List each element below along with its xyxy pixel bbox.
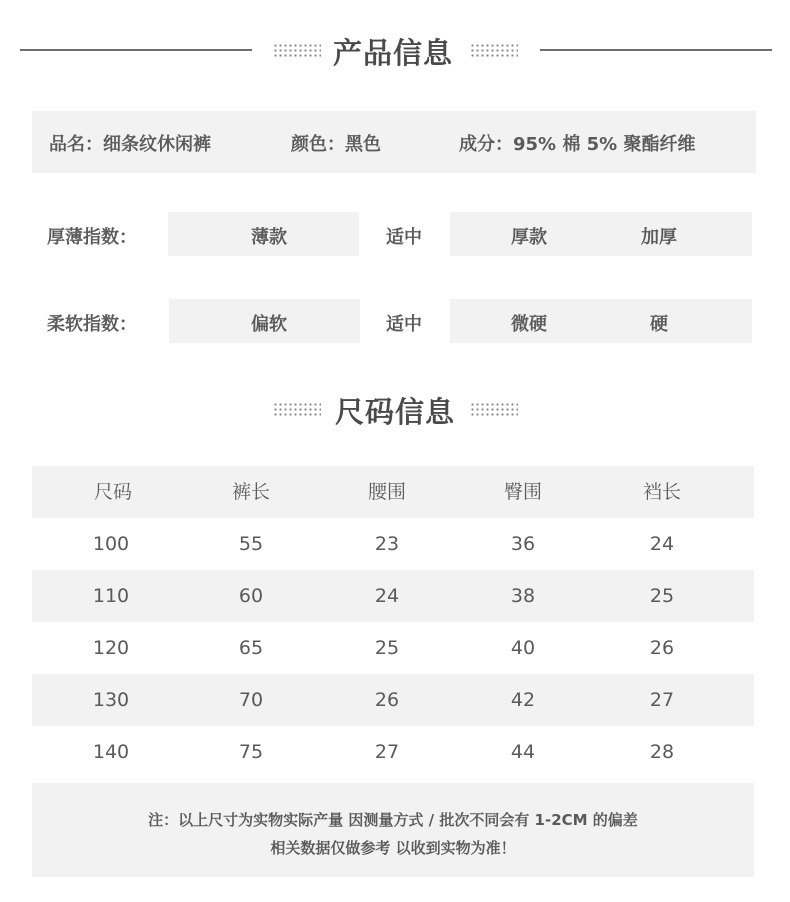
table-header-cell: 腰围 [367, 481, 407, 503]
dots-decoration [470, 402, 518, 416]
softness-option: 硬 [650, 314, 668, 335]
table-cell: 75 [238, 741, 264, 763]
table-cell: 100 [92, 533, 130, 555]
product-name: 品名：细条纹休闲裤 [49, 134, 211, 155]
table-cell: 140 [92, 741, 130, 763]
thickness-option: 厚款 [511, 227, 547, 248]
table-cell: 70 [238, 689, 264, 711]
table-cell: 65 [238, 637, 264, 659]
table-row [32, 570, 754, 622]
table-header-cell: 裆长 [642, 481, 682, 503]
softness-label: 柔软指数： [47, 314, 137, 335]
table-cell: 27 [649, 689, 675, 711]
table-row [32, 622, 754, 674]
thickness-option: 加厚 [641, 227, 677, 248]
divider-left [20, 49, 252, 51]
table-header-cell: 臀围 [503, 481, 543, 503]
thickness-option: 薄款 [251, 227, 287, 248]
table-cell: 60 [238, 585, 264, 607]
table-header-cell: 尺码 [93, 481, 133, 503]
softness-option: 偏软 [251, 314, 287, 335]
table-cell: 55 [238, 533, 264, 555]
table-cell: 23 [374, 533, 400, 555]
dots-decoration [273, 43, 321, 57]
table-cell: 26 [374, 689, 400, 711]
note-line-2: 相关数据仅做参考 以收到实物为准！ [270, 839, 516, 857]
table-cell: 36 [510, 533, 536, 555]
section-title-size: 尺码信息 [335, 395, 456, 429]
softness-option: 微硬 [511, 314, 547, 335]
table-cell: 27 [374, 741, 400, 763]
table-cell: 110 [92, 585, 130, 607]
table-header-row [32, 466, 754, 518]
table-row [32, 674, 754, 726]
table-cell: 28 [649, 741, 675, 763]
softness-box-right [450, 299, 752, 343]
table-cell: 25 [374, 637, 400, 659]
table-cell: 40 [510, 637, 536, 659]
table-cell: 130 [92, 689, 130, 711]
table-header-cell: 裤长 [231, 481, 271, 503]
table-cell: 26 [649, 637, 675, 659]
dots-decoration [470, 43, 518, 57]
product-color: 颜色：黑色 [291, 134, 381, 155]
divider-right [540, 49, 772, 51]
product-material: 成分：95% 棉 5% 聚酯纤维 [459, 134, 696, 155]
table-cell: 24 [649, 533, 675, 555]
table-cell: 42 [510, 689, 536, 711]
dots-decoration [273, 402, 321, 416]
thickness-option: 适中 [386, 227, 422, 248]
table-cell: 44 [510, 741, 536, 763]
table-row [32, 726, 754, 778]
table-cell: 38 [510, 585, 536, 607]
softness-option: 适中 [386, 314, 422, 335]
table-row [32, 518, 754, 570]
table-cell: 120 [92, 637, 130, 659]
size-note-box [32, 783, 754, 877]
thickness-label: 厚薄指数： [47, 227, 137, 248]
section-title-product: 产品信息 [333, 36, 454, 70]
table-cell: 24 [374, 585, 400, 607]
note-line-1: 注：以上尺寸为实物实际产量 因测量方式 / 批次不同会有 1-2CM 的偏差 [148, 811, 638, 829]
table-cell: 25 [649, 585, 675, 607]
thickness-box-right [450, 212, 752, 256]
